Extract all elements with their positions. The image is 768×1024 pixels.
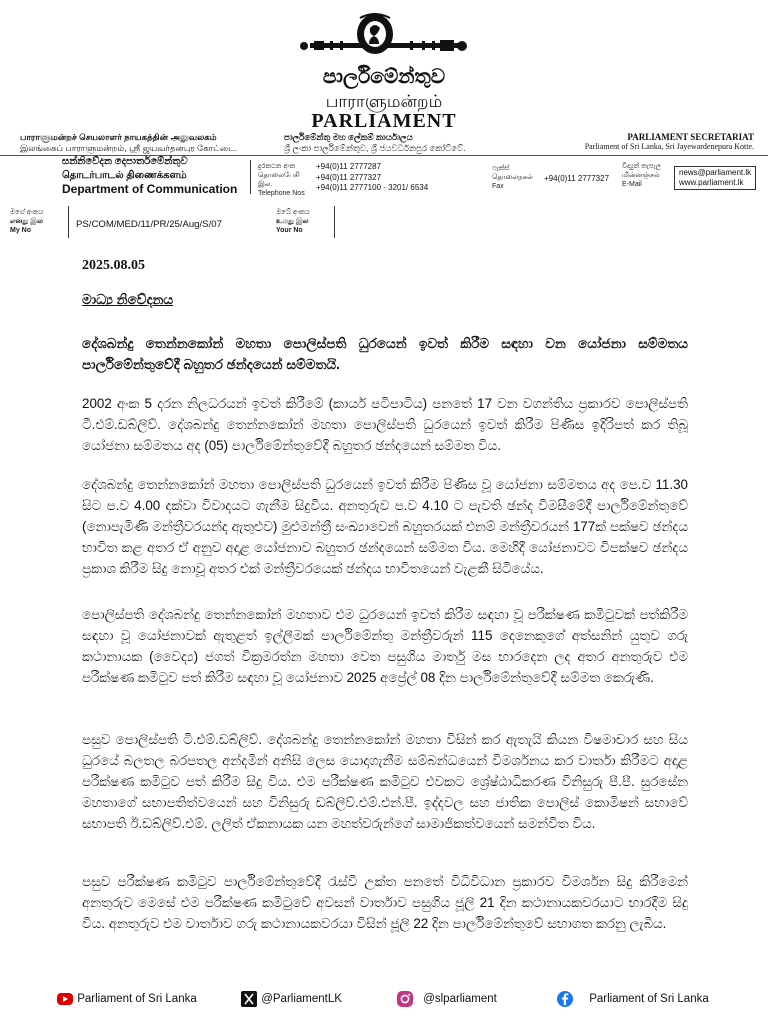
youtube-label: Parliament of Sri Lanka xyxy=(77,993,197,1006)
paragraph-4: පසුව පොලිස්පති ටී.එම්.ඩබ්ලිව්. දේශබන්දු තෙන්නකෝන් මහතා විසින් කර ඇතැයි කියන විෂමාචාර සහ සිය ධුරයේ බලතල බරපතල අන්දමින් අනිසි ලෙස යොදාගැනීම සම්බන්ධයෙන් විමර්ශනය කර වාර්තා කිරීමට අදාළ පරීක්ෂණ කමිටුව පත් කිරීම සිදු විය. එම පරීක්ෂණ කමිටුව එවකට ශ්‍රේෂ්ඨාධිකරණ විනිසුරු පී.පී. සුරසේන මහතාගේ සභාපතිත්වයෙන් සහ විනිසුරු ඩබ්ලිව්.එම්.එන්.පී. ඉද්දවල සහ ජාතික පොලිස් කොමිෂන් සභාවේ සභාපති ඊ.ඩබ්ලිව්.එම්. ලලිත් ඒකනායක යන මහත්වරුන්ගේ සාමාජිකත්වයෙන් සමන්විත විය. xyxy=(82,732,688,831)
my-no-label: මගේ අංකය எனது இல My No xyxy=(10,209,44,234)
telephone-label: දුරකථන අංක தொலைபேசி இல. Telephone Nos xyxy=(258,163,305,197)
divider xyxy=(334,206,335,238)
divider xyxy=(250,160,251,194)
parliament-name-tamil: பாராளுமன்றம் xyxy=(325,92,443,111)
paragraph-2: දේශබන්දු තෙන්නකෝන් මහතා පොලිස්පති ධුරයෙන් ඉවත් කිරීම පිණිස වූ යෝජනා සම්මතය අද පෙ.ව 11.30 සිට ප.ව 4.00 දක්වා විවාදයට ගැනීම සිදුවිය. අනතුරුව ප.ව 4.10 ට පැවති ඡන්ද විමසීමේදී පාර්ලිමේන්තුවේ (නොපැමිණි මන්ත්‍රීවරයන්ද ඇතුළුව) මුළුමන්ත්‍රී සංඛ්‍යාවෙන් බහුතරයක් එනම් මන්ත්‍රීවරයන් 177ක් පක්ෂව ඡන්දය භාවිත කළ අතර ඒ අනුව අදාළ යෝජනාව බහුතර ඡන්දයෙන් සම්මත විය. මෙහිදී යෝජනාවට විපක්ෂව ඡන්දය ප්‍රකාශ කිරීම සිදු නොවූ අතර එක් මන්ත්‍රීවරයෙක් ඡන්දය භාවිතයෙන් වැළකී සිටියේය. xyxy=(82,477,688,576)
footer-facebook[interactable] xyxy=(556,990,709,1008)
parliament-name-english: PARLIAMENT xyxy=(311,110,457,132)
your-no-label: ඔබේ අංකය உமது இல Your No xyxy=(276,209,310,234)
youtube-icon xyxy=(56,990,74,1008)
paragraph-5: පසුව පරීක්ෂණ කමිටුව පාර්ලිමේන්තුවේදී රැස්වී උක්ත පනතේ විධිවිධාන ප්‍රකාරව විමර්ශන සිදු කිරීමෙන් අනතුරුව මෙසේ එම පරීක්ෂණ කමිටුවේ අවසන් වාර්තාව පසුගිය ජූලි 21 දින කථානායකවරයාට භාරදීම සිදු විය. අනතුරුව එම වාර්තාව ගරු කථානායකවරයා විසින් ජූලි 22 දින පාර්ලිමේන්තුවේ සභාගත කරනු ලැබීය. xyxy=(82,874,688,931)
my-reference-number: PS/COM/MED/11/PR/25/Aug/S/07 xyxy=(76,219,222,230)
paragraph-3: පොලිස්පති දේශබන්දු තෙන්නකෝන් මහතාව එම ධුරයෙන් ඉවත් කිරීම සඳහා වූ පරීක්ෂණ කමිටුවක් පත්කිරීම සඳහා වූ යෝජනාවක් ඇතුළත් ඉල්ලීමක් පාර්ලිමේන්තු මන්ත්‍රීවරුන් 115 දෙනෙකුගේ අත්සනින් යුතුව ගරු කථානායක (වෛද්‍ය) ජගත් වික්‍රමරත්න මහතා වෙත පසුගිය මාර්තු මස භාරදෙන ලද අතර අනතුරුව එම පරීක්ෂණ කමිටුව පත් කිරීම සඳහා වූ යෝජනාව 2025 අප්‍රේල් 08 දින පාර්ලිමේන්තුවේදී සම්මත කෙරුණි. xyxy=(82,607,688,685)
x-icon xyxy=(240,990,258,1008)
department-tamil: தொடர்பாடல் திணைக்களம் xyxy=(62,170,187,181)
parliament-name-sinhala: පාර්ලිමේන්තුව xyxy=(322,66,446,88)
email-label: විද්‍යුත් තැපැල மின்னஞ்சல் E-Mail xyxy=(622,163,661,188)
release-title: දේශබන්දු තෙන්නකෝන් මහතා පොලිස්පති ධුරයෙන් ඉවත් කිරීම සඳහා වන යෝජනා සම්මතය පාර්ලිමේන්තුවේදී බහුතර ඡන්දයෙන් සම්මතයි. xyxy=(82,336,688,372)
parliament-secretariat: PARLIAMENT SECRETARIAT Parliament of Sri Lanka, Sri Jayewardenepura Kotte. xyxy=(584,132,754,151)
instagram-icon xyxy=(396,990,414,1008)
release-date: 2025.08.05 xyxy=(82,258,145,273)
email-address[interactable]: news@parliament.lk xyxy=(679,168,752,177)
fax-label: ෆැක්ස් தொலைநகல் Fax xyxy=(492,165,533,190)
media-release-heading: මාධ්‍ය නිවේදනය xyxy=(82,292,174,307)
department-sinhala: සන්නිවේදන දෙපාර්තමේන්තුව xyxy=(62,156,188,167)
facebook-icon xyxy=(556,990,574,1008)
fax-number: +94(0)11 2777327 xyxy=(544,174,610,183)
footer-youtube[interactable] xyxy=(56,990,197,1008)
sg-office-sinhala: පාර්ලිමේන්තු මහ ලේකම් කාර්යාලය ශ්‍රී ලංකා පාර්ලිමේන්තුව, ශ්‍රී ජයවර්ධනපුර කෝට්ටේ. xyxy=(284,132,466,153)
facebook-label: Parliament of Sri Lanka xyxy=(589,993,709,1006)
x-label: @ParliamentLK xyxy=(261,993,342,1006)
contact-box xyxy=(674,166,756,190)
footer-instagram[interactable] xyxy=(396,990,497,1008)
paragraph-1: 2002 අංක 5 දරන නිලධරයන් ඉවත් කිරීමේ (කාර්ය පටිපාටිය) පනතේ 17 වන වගන්තිය ප්‍රකාරව පොලිස්පති ටී.එම්.ඩබ්ලිව්. දේශබන්දු තෙන්නකෝන් මහතා පොලිස්පති ධුරයෙන් ඉවත් කිරීම පිණිස ඉදිරිපත් කර තිබූ යෝජනා සම්මතය අද (05) පාර්ලිමේන්තුවේදී බහුතර ඡන්දයෙන් සම්මත විය. xyxy=(82,396,688,453)
sg-office-tamil: பாராளுமன்றச் செயலாளர் நாயகத்தின் அலுவலகம் இலங்கைப் பாராளுமன்றம், ஸ்ரீ ஜயவர்தனபுர கோட்டை. xyxy=(20,132,238,153)
footer-x[interactable] xyxy=(240,990,342,1008)
divider xyxy=(68,206,69,238)
instagram-label: @slparliament xyxy=(423,993,497,1006)
website-link[interactable]: www.parliament.lk xyxy=(679,178,744,187)
parliament-mace-emblem xyxy=(290,10,480,66)
telephone-numbers: +94(0)11 2777287 +94(0)11 2777327 +94(0)11 2777100 - 3201/ 6534 xyxy=(316,162,429,192)
department-english: Department of Communication xyxy=(62,182,238,196)
